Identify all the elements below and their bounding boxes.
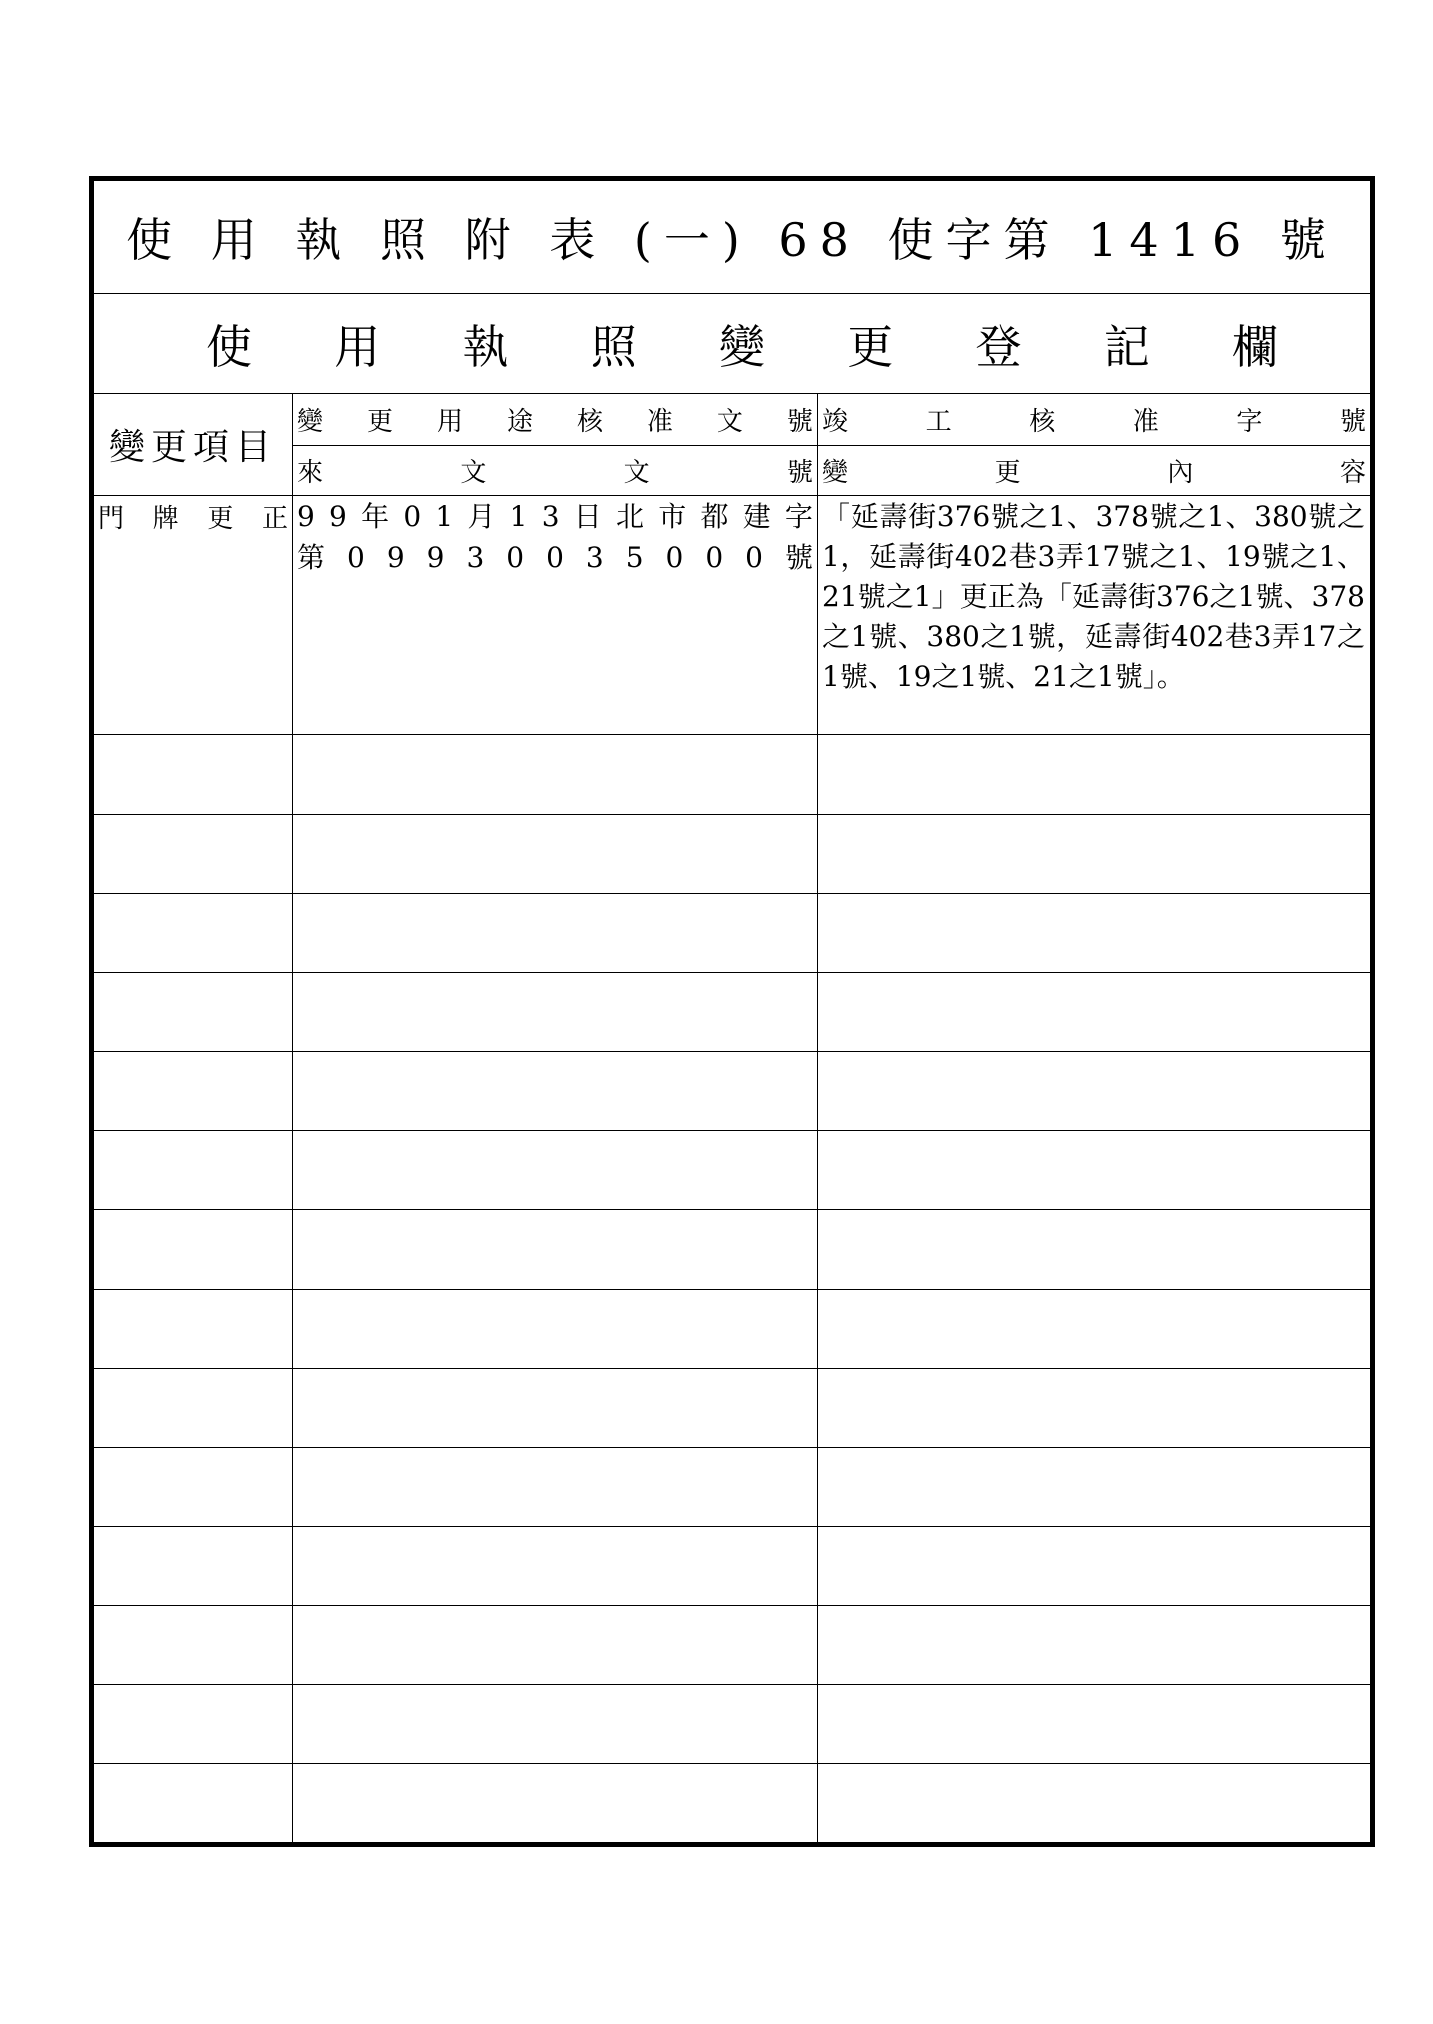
entry-change-content: 「延壽街376號之1、378號之1、380號之1，延壽街402巷3弄17號之1、19號之1、21號之1」更正為「延壽街376之1號、378之1號、380之1號，延壽街402巷3弄17之1號、19之1號、21之1號」。 (822, 500, 1365, 693)
header-approval-doc (293, 395, 817, 444)
section-title-char: 用 (334, 320, 381, 374)
blank-table-row (94, 735, 1370, 814)
blank-table-row (94, 1130, 1370, 1209)
entry-doc-char: 月 (467, 500, 496, 533)
header-char: 內 (1167, 457, 1194, 488)
entry-doc-char: 都 (700, 500, 729, 533)
blank-table-row (94, 1447, 1370, 1526)
header-char: 號 (786, 457, 813, 488)
entry-item-char: 門 (98, 504, 125, 534)
blank-table-row (94, 1368, 1370, 1447)
header-char: 竣 (822, 407, 849, 437)
header-char: 更 (366, 407, 393, 437)
header-char: 號 (786, 407, 813, 437)
header-char: 文 (716, 407, 743, 437)
entry-doc-char: 0 (705, 541, 724, 574)
entry-doc-char: 市 (658, 500, 687, 533)
header-char: 容 (1339, 457, 1366, 488)
entry-doc-char: 3 (541, 500, 560, 533)
entry-doc-char: 3 (585, 541, 604, 574)
entry-doc-number (293, 496, 817, 578)
blank-table-row (94, 1209, 1370, 1288)
blank-table-row (94, 1684, 1370, 1763)
entry-doc-char: 0 (546, 541, 564, 574)
entry-doc-char: 0 (745, 541, 763, 574)
entry-doc-char: 9 (329, 500, 347, 533)
entry-doc-char: 北 (615, 500, 644, 533)
section-title (94, 295, 1370, 393)
entry-doc-char: 字 (784, 500, 813, 533)
blank-table-row (94, 814, 1370, 893)
header-char: 核 (1029, 407, 1056, 437)
entry-doc-char: 年 (361, 500, 390, 533)
header-char: 變 (822, 457, 849, 488)
blank-table-row (94, 1289, 1370, 1368)
entry-doc-char: 1 (435, 500, 454, 533)
entry-doc-char: 0 (506, 541, 525, 574)
section-title-char: 登 (975, 320, 1022, 374)
header-char: 途 (506, 407, 533, 437)
entry-doc-char: 0 (665, 541, 684, 574)
blank-table-row (94, 1605, 1370, 1684)
divider (94, 293, 1370, 294)
header-char: 號 (1339, 407, 1366, 437)
entry-doc-char: 日 (573, 500, 602, 533)
blank-table-row (94, 1051, 1370, 1130)
section-title-char: 使 (206, 320, 252, 374)
entry-doc-char: 5 (625, 541, 644, 574)
entry-doc-char: 3 (466, 541, 485, 574)
entry-doc-char: 第 (297, 541, 326, 574)
header-char: 用 (436, 407, 463, 437)
blank-table-row (94, 1526, 1370, 1605)
entry-doc-char: 9 (426, 541, 445, 574)
header-char: 字 (1236, 407, 1263, 437)
document-title: 使 用 執 照 附 表 (一) 68 使字第 1416 號 (126, 213, 1338, 267)
header-char: 准 (1132, 407, 1159, 437)
entry-item-char: 牌 (152, 504, 179, 534)
blank-table-row (94, 893, 1370, 972)
section-title-char: 照 (590, 320, 637, 374)
section-title-char: 執 (462, 320, 509, 374)
entry-doc-char: 9 (297, 500, 315, 533)
header-char: 來 (297, 457, 324, 488)
header-char: 文 (623, 457, 650, 488)
header-char: 更 (994, 457, 1021, 488)
header-char: 變 (297, 407, 324, 437)
entry-doc-char: 0 (347, 541, 365, 574)
entry-change-item (94, 496, 292, 537)
blank-table-row (94, 972, 1370, 1051)
blank-table-row (94, 1763, 1370, 1842)
entry-doc-char: 0 (403, 500, 422, 533)
section-title-char: 變 (719, 320, 765, 374)
entry-item-char: 更 (207, 504, 234, 534)
header-change-item: 變更項目 (108, 426, 277, 468)
section-title-char: 欄 (1232, 320, 1278, 374)
header-incoming-doc (293, 446, 817, 494)
entry-doc-char: 建 (742, 500, 771, 533)
entry-doc-char: 1 (509, 500, 528, 533)
license-annex-table (89, 176, 1375, 1847)
header-char: 核 (576, 407, 603, 437)
header-change-content (818, 446, 1370, 494)
header-char: 工 (925, 407, 952, 437)
header-char: 准 (646, 407, 673, 437)
entry-doc-char: 9 (386, 541, 405, 574)
entry-doc-char: 號 (784, 541, 813, 574)
section-title-char: 記 (1103, 320, 1150, 374)
entry-item-char: 正 (261, 504, 288, 534)
header-completion-number (818, 395, 1370, 444)
section-title-char: 更 (847, 320, 894, 374)
header-char: 文 (460, 457, 487, 488)
